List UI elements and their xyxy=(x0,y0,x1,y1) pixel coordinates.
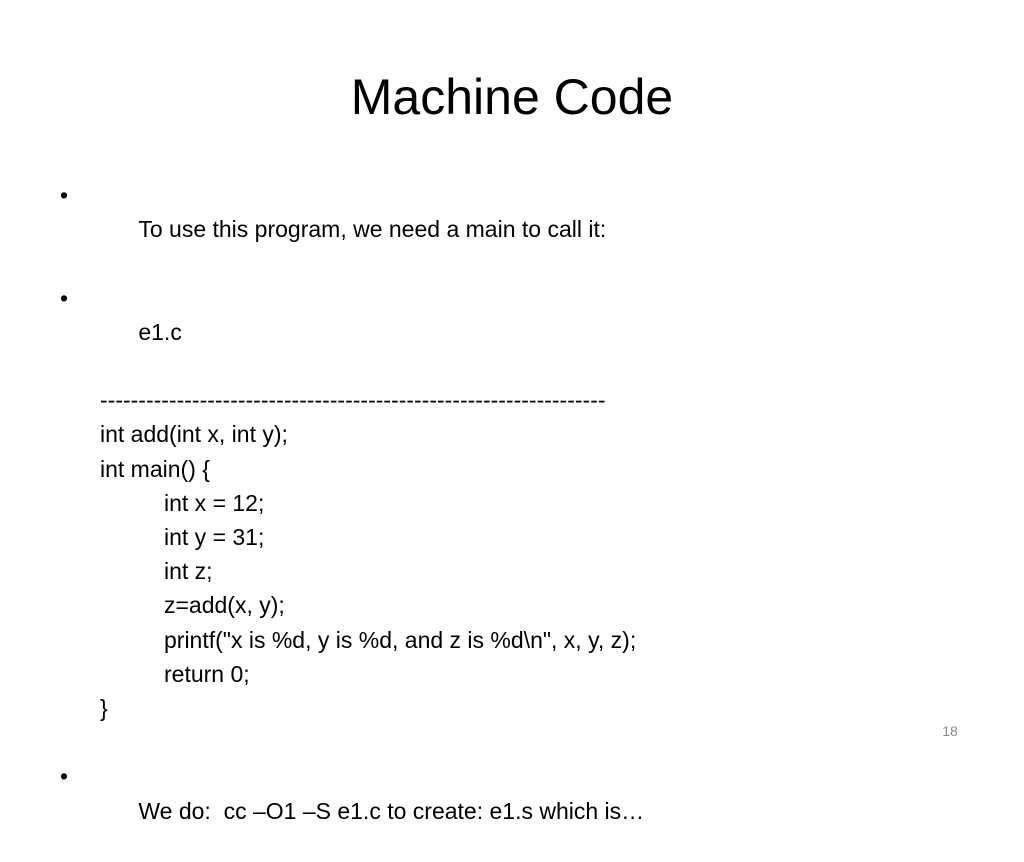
bullet-text: To use this program, we need a main to call it: xyxy=(138,216,607,243)
code-line: int z; xyxy=(164,558,213,585)
bullet-icon: • xyxy=(60,763,69,790)
code-line: z=add(x, y); xyxy=(164,592,285,619)
code-line: int x = 12; xyxy=(164,489,265,516)
code-line: return 0; xyxy=(164,660,250,687)
bullet-item xyxy=(60,178,960,281)
code-line: int main() { xyxy=(100,455,210,482)
bullet-icon: • xyxy=(60,182,69,208)
code-separator: ------------------------------------------------------------------ xyxy=(100,387,606,414)
bullet-item xyxy=(60,281,960,384)
bullet-icon: • xyxy=(60,284,69,311)
code-line: } xyxy=(100,695,108,722)
page-number: 18 xyxy=(942,723,958,739)
spacer xyxy=(60,725,960,759)
slide-title: Machine Code xyxy=(350,69,674,125)
code-line: int y = 31; xyxy=(164,524,265,551)
slide-body xyxy=(60,178,960,862)
bullet-text: e1.c xyxy=(138,318,182,345)
code-line: printf("x is %d, y is %d, and z is %d\n", x, y, z); xyxy=(164,626,637,653)
bullet-text: We do: cc –O1 –S e1.c to create: e1.s which is… xyxy=(138,797,645,824)
code-line: int add(int x, int y); xyxy=(100,421,288,448)
bullet-item xyxy=(60,759,960,862)
